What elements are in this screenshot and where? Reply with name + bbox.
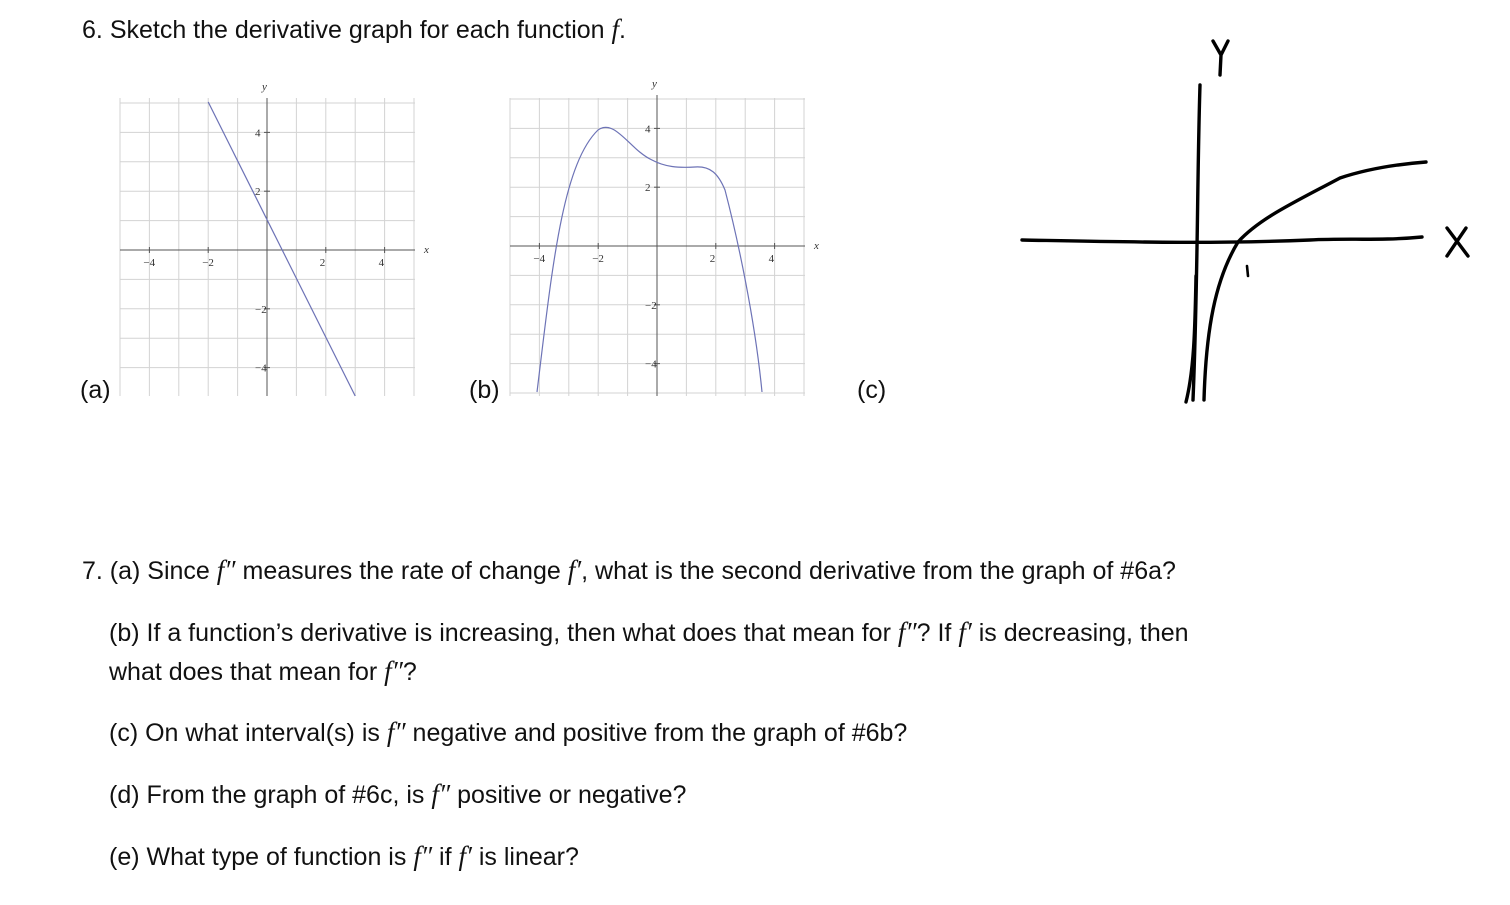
- label-a: (a): [80, 376, 111, 404]
- f-double-prime: f″: [386, 717, 406, 747]
- x-tick-label: −2: [202, 257, 214, 269]
- question-7a-text-end: , what is the second derivative from the graph of #6a?: [581, 557, 1176, 585]
- y-tick-label: 2: [255, 186, 261, 199]
- graph-a-line: [208, 102, 355, 396]
- question-7d: [82, 775, 1189, 814]
- y-tick-label: −4: [645, 358, 657, 371]
- question-7b: [82, 613, 1189, 691]
- graph-b-curve: [537, 127, 762, 392]
- question-7a: [82, 551, 1189, 590]
- sketch-c-x-letter: [1447, 228, 1468, 256]
- question-7b-text-line2: what does that mean for: [109, 658, 378, 686]
- question-7a-text-start: 7. (a) Since: [82, 557, 210, 585]
- graph-b: [500, 70, 830, 400]
- x-tick-label: −4: [533, 253, 546, 265]
- f-prime: f′: [958, 617, 972, 647]
- question-6-text: Sketch the derivative graph for each function: [109, 16, 605, 44]
- question-7e-text-end: is linear?: [478, 843, 579, 871]
- sketch-c-horizontal-axis: [1022, 237, 1422, 242]
- function-f: f: [611, 14, 620, 44]
- x-tick-label: −4: [143, 257, 156, 269]
- y-tick-label: −2: [255, 303, 267, 316]
- graph-a-y-axis-label: y: [262, 81, 267, 93]
- y-tick-label: −4: [255, 362, 267, 375]
- f-double-prime: f″: [216, 555, 236, 585]
- sketch-c-curve: [1204, 162, 1426, 400]
- label-b: (b): [469, 376, 500, 404]
- question-7b-text-start: (b) If a function’s derivative is increasing, then what does that mean for: [109, 619, 891, 647]
- f-double-prime: f″: [897, 617, 917, 647]
- question-7a-text-middle: measures the rate of change: [242, 557, 561, 585]
- x-tick-label: 4: [768, 253, 775, 265]
- x-tick-label: 2: [709, 253, 716, 265]
- y-tick-label: 4: [645, 123, 651, 136]
- question-6-number: 6.: [82, 16, 103, 44]
- f-double-prime: f″: [431, 779, 451, 809]
- question-7e: [82, 837, 1189, 876]
- question-mark: ?: [402, 658, 417, 686]
- question-7c: [82, 713, 1189, 752]
- label-c: (c): [857, 376, 887, 404]
- sketch-c-tick-1: [1247, 266, 1248, 276]
- x-tick-label: −2: [592, 253, 604, 265]
- y-tick-label: 4: [255, 127, 261, 140]
- sketch-c-y-letter: [1213, 41, 1228, 75]
- sketch-c: [1010, 30, 1490, 420]
- f-prime: f′: [458, 841, 472, 871]
- f-double-prime: f″: [413, 841, 433, 871]
- y-tick-label: −2: [645, 299, 657, 312]
- question-7: [82, 551, 1189, 876]
- graph-a-ticks: [143, 127, 384, 374]
- f-prime: f′: [567, 555, 582, 585]
- question-7e-text-if: if: [439, 843, 452, 871]
- graph-a: [110, 70, 440, 400]
- y-tick-label: 2: [645, 182, 651, 195]
- question-7d-text-start: (d) From the graph of #6c, is: [109, 781, 425, 809]
- question-7c-text-start: (c) On what interval(s) is: [109, 719, 380, 747]
- question-7d-text-end: positive or negative?: [457, 781, 687, 809]
- question-7b-text-if: ? If: [916, 619, 952, 647]
- question-6: [82, 14, 626, 45]
- f-double-prime: f″: [384, 656, 403, 686]
- question-7b-text-decreasing: is decreasing, then: [978, 619, 1189, 647]
- graph-b-x-axis-label: x: [814, 240, 819, 252]
- x-tick-label: 2: [319, 257, 326, 269]
- question-6-period: .: [619, 16, 626, 44]
- graph-a-x-axis-label: x: [424, 244, 429, 256]
- question-7e-text-start: (e) What type of function is: [109, 843, 407, 871]
- question-7c-text-end: negative and positive from the graph of #6b?: [412, 719, 908, 747]
- x-tick-label: 4: [378, 257, 385, 269]
- graph-b-y-axis-label: y: [652, 78, 657, 90]
